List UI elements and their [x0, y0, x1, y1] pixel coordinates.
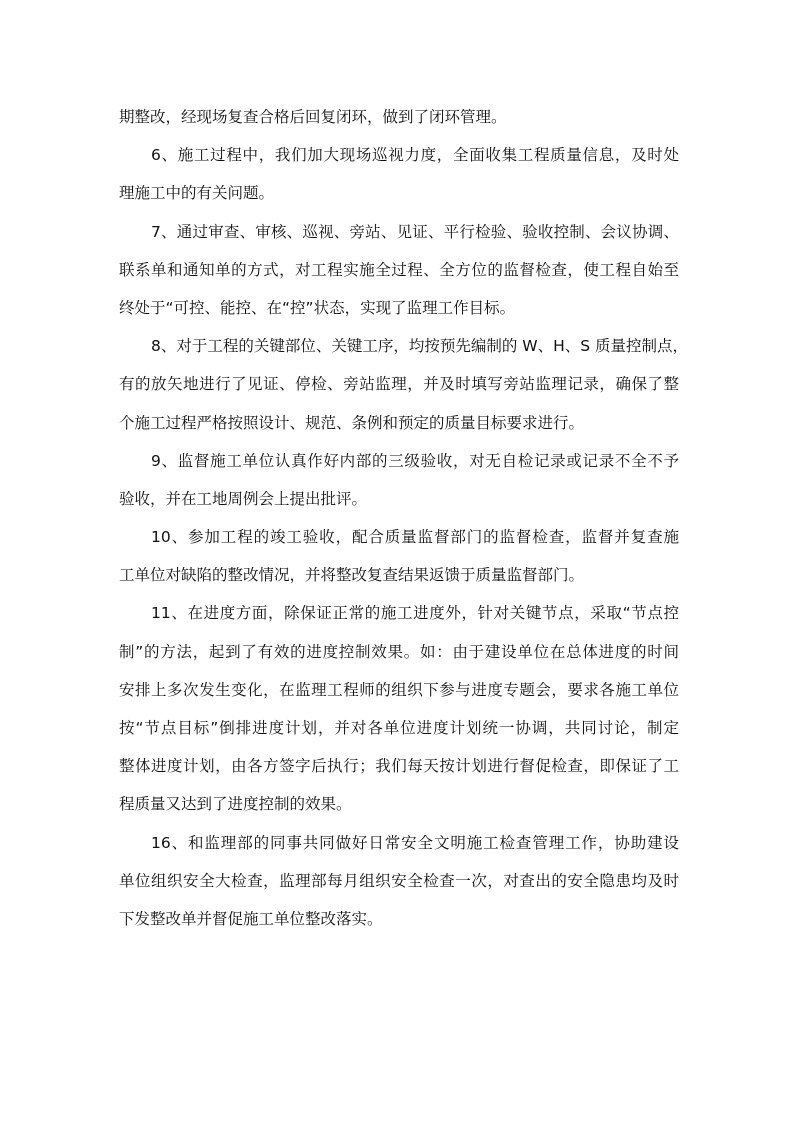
text-line: 工单位对缺陷的整改情况，并将整改复查结果返馈于质量监督部门。 — [119, 566, 585, 585]
text-line: 按“节点目标”倒排进度计划，并对各单位进度计划统一协调，共同讨论，制定 — [119, 719, 679, 737]
text-line: 10、参加工程的竣工验收，配合质量监督部门的监督检查，监督并复查施 — [151, 528, 679, 547]
text-line: 下发整改单并督促施工单位整改落实。 — [119, 909, 383, 928]
text-line: 个施工过程严格按照设计、规范、条例和预定的质量目标要求进行。 — [119, 413, 585, 432]
text-line: 9、监督施工单位认真作好内部的三级验收，对无自检记录或记录不全不予 — [151, 451, 679, 470]
text-line: 制”的方法，起到了有效的进度控制效果。如：由于建设单位在总体进度的时间 — [119, 642, 679, 661]
body-text — [119, 98, 689, 938]
text-line: 期整改，经现场复查合格后回复闭环，做到了闭环管理。 — [119, 108, 507, 126]
text-line: 8、对于工程的关键部位、关键工序，均按预先编制的 W、H、S 质量控制点， — [151, 337, 689, 356]
text-line: 理施工中的有关问题。 — [119, 184, 275, 203]
text-line: 单位组织安全大检查，监理部每月组织安全检查一次，对查出的安全隐患均及时 — [119, 871, 679, 890]
text-line: 有的放矢地进行了见证、停检、旁站监理，并及时填写旁站监理记录，确保了整 — [119, 375, 679, 394]
text-line: 终处于“可控、能控、在“控”状态，实现了监理工作目标。 — [119, 298, 516, 317]
text-line: 11、在进度方面，除保证正常的施工进度外，针对关键节点，采取“节点控 — [151, 604, 679, 623]
text-line: 7、通过审查、审核、巡视、旁站、见证、平行检验、验收控制、会议协调、 — [151, 222, 679, 241]
text-line: 验收，并在工地周例会上提出批评。 — [119, 489, 368, 508]
text-line: 安排上多次发生变化，在监理工程师的组织下参与进度专题会，要求各施工单位 — [119, 680, 679, 699]
text-line: 整体进度计划，由各方签字后执行；我们每天按计划进行督促检查，即保证了工 — [119, 757, 679, 776]
text-line: 6、施工过程中，我们加大现场巡视力度，全面收集工程质量信息，及时处 — [151, 146, 679, 165]
text-line: 程质量又达到了进度控制的效果。 — [119, 795, 352, 814]
text-line: 16、和监理部的同事共同做好日常安全文明施工检查管理工作，协助建设 — [151, 833, 679, 852]
text-line: 联系单和通知单的方式，对工程实施全过程、全方位的监督检查，使工程自始至 — [119, 260, 679, 279]
